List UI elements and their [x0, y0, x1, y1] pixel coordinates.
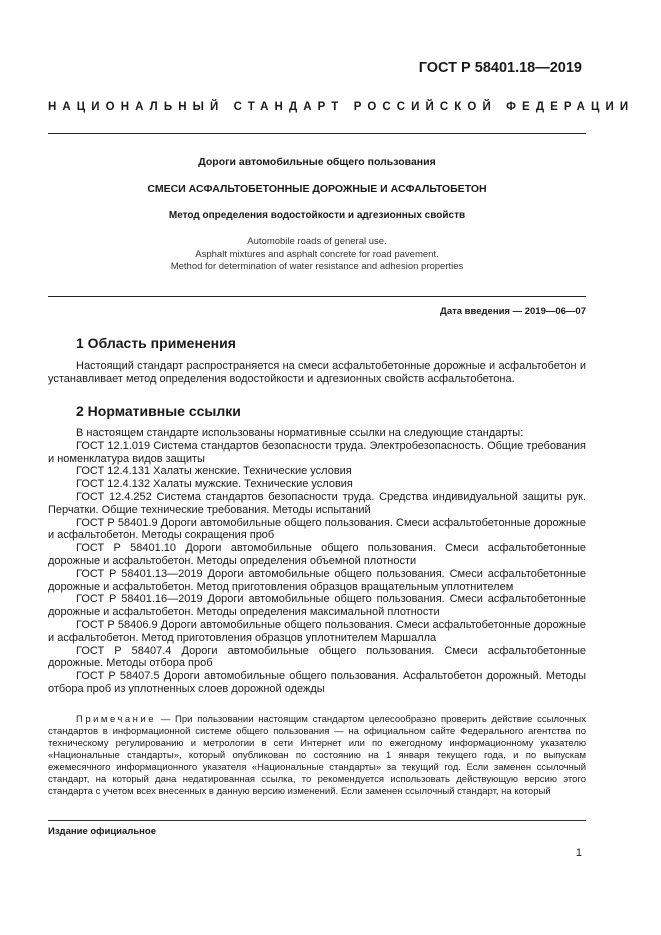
reference-item: ГОСТ Р 58401.13—2019 Дороги автомобильные общего пользования. Смеси асфальтобетонные дорожные и асфальтобетон. Метод приготовления образцов вращательным уплотнителем	[48, 567, 586, 593]
english-title	[48, 236, 586, 274]
english-title-line-3: Method for determination of water resistance and adhesion properties	[170, 261, 464, 272]
document-number: ГОСТ Р 58401.18—2019	[418, 60, 582, 76]
section-1-paragraph: Настоящий стандарт распространяется на смеси асфальтобетонные дорожные и асфальтобетон и устанавливает метод определения водостойкости и адгезионных свойств асфальтобетона.	[48, 360, 586, 385]
reference-item: ГОСТ Р 58401.9 Дороги автомобильные общего пользования. Смеси асфальтобетонные дорожные и асфальтобетон. Методы сокращения проб	[48, 516, 586, 542]
section-2-intro: В настоящем стандарте использованы нормативные ссылки на следующие стандарты:	[76, 427, 524, 439]
top-divider	[48, 133, 586, 134]
reference-item: ГОСТ 12.1.019 Система стандартов безопасности труда. Электробезопасность. Общие требования и номенклатура видов защиты	[48, 439, 586, 465]
reference-item: ГОСТ Р 58407.4 Дороги автомобильные общего пользования. Смеси асфальтобетонные дорожные. Методы отбора проб	[48, 644, 586, 670]
reference-item: ГОСТ 12.4.131 Халаты женские. Технические условия	[76, 465, 352, 478]
title-line-1: Дороги автомобильные общего пользования	[198, 156, 436, 168]
english-title-line-1: Automobile roads of general use.	[247, 236, 387, 247]
note-block	[48, 714, 586, 798]
title-line-2: СМЕСИ АСФАЛЬТОБЕТОННЫЕ ДОРОЖНЫЕ И АСФАЛЬТОБЕТОН	[147, 183, 487, 195]
note-text: — При пользовании настоящим стандартом целесообразно проверить действие ссылочных стандартов в информационной системе общего пользования — на официальном сайте Федерального агентства по техническому регулированию и метрологии в сети Интернет или по ежегодному информационному указателю «Национальные стандарты», который опубликован по состоянию на 1 января текущего года, и по выпускам ежемесячного информационного указателя «Национальные стандарты» за текущий год. Если заменен ссылочный стандарт, на который дана недатированная ссылка, то рекомендуется использовать действующую версию этого стандарта с учетом всех внесенных в данную версию изменений. Если заменен ссылочный стандарт, на который	[48, 714, 586, 797]
title-line-3: Метод определения водостойкости и адгезионных свойств	[168, 210, 466, 221]
section-2-heading: 2 Нормативные ссылки	[76, 403, 241, 419]
reference-item: ГОСТ Р 58406.9 Дороги автомобильные общего пользования. Смеси асфальтобетонные дорожные и асфальтобетон. Метод приготовления образцов уплотнителем Маршалла	[48, 618, 586, 644]
reference-item: ГОСТ 12.4.252 Система стандартов безопасности труда. Средства индивидуальной защиты рук. Перчатки. Общие технические требования. Методы испытаний	[48, 490, 586, 516]
national-standard-banner: НАЦИОНАЛЬНЫЙ СТАНДАРТ РОССИЙСКОЙ ФЕДЕРАЦИИ	[48, 101, 635, 113]
section-2-body	[48, 427, 586, 696]
title-divider	[48, 296, 586, 297]
note-label: Примечание	[76, 714, 156, 725]
english-title-line-2: Asphalt mixtures and asphalt concrete for road pavement.	[195, 248, 439, 260]
section-1-body	[48, 360, 586, 386]
introduction-date: Дата введения — 2019—06—07	[440, 306, 586, 317]
reference-item: ГОСТ 12.4.132 Халаты мужские. Технические условия	[76, 478, 353, 491]
reference-item: ГОСТ Р 58401.16—2019 Дороги автомобильные общего пользования. Смеси асфальтобетонные дорожные и асфальтобетон. Методы определения максимальной плотности	[48, 593, 586, 619]
page-number: 1	[575, 847, 582, 859]
reference-item: ГОСТ Р 58401.10 Дороги автомобильные общего пользования. Смеси асфальтобетонные дорожные и асфальтобетон. Методы определения объемной плотности	[48, 542, 586, 567]
official-edition-label: Издание официальное	[48, 826, 156, 837]
section-1-heading: 1 Область применения	[76, 335, 236, 351]
footer-divider	[48, 820, 586, 821]
reference-item: ГОСТ Р 58407.5 Дороги автомобильные общего пользования. Асфальтобетон дорожный. Методы отбора проб из уплотненных слоев дорожной одежды	[48, 670, 586, 695]
